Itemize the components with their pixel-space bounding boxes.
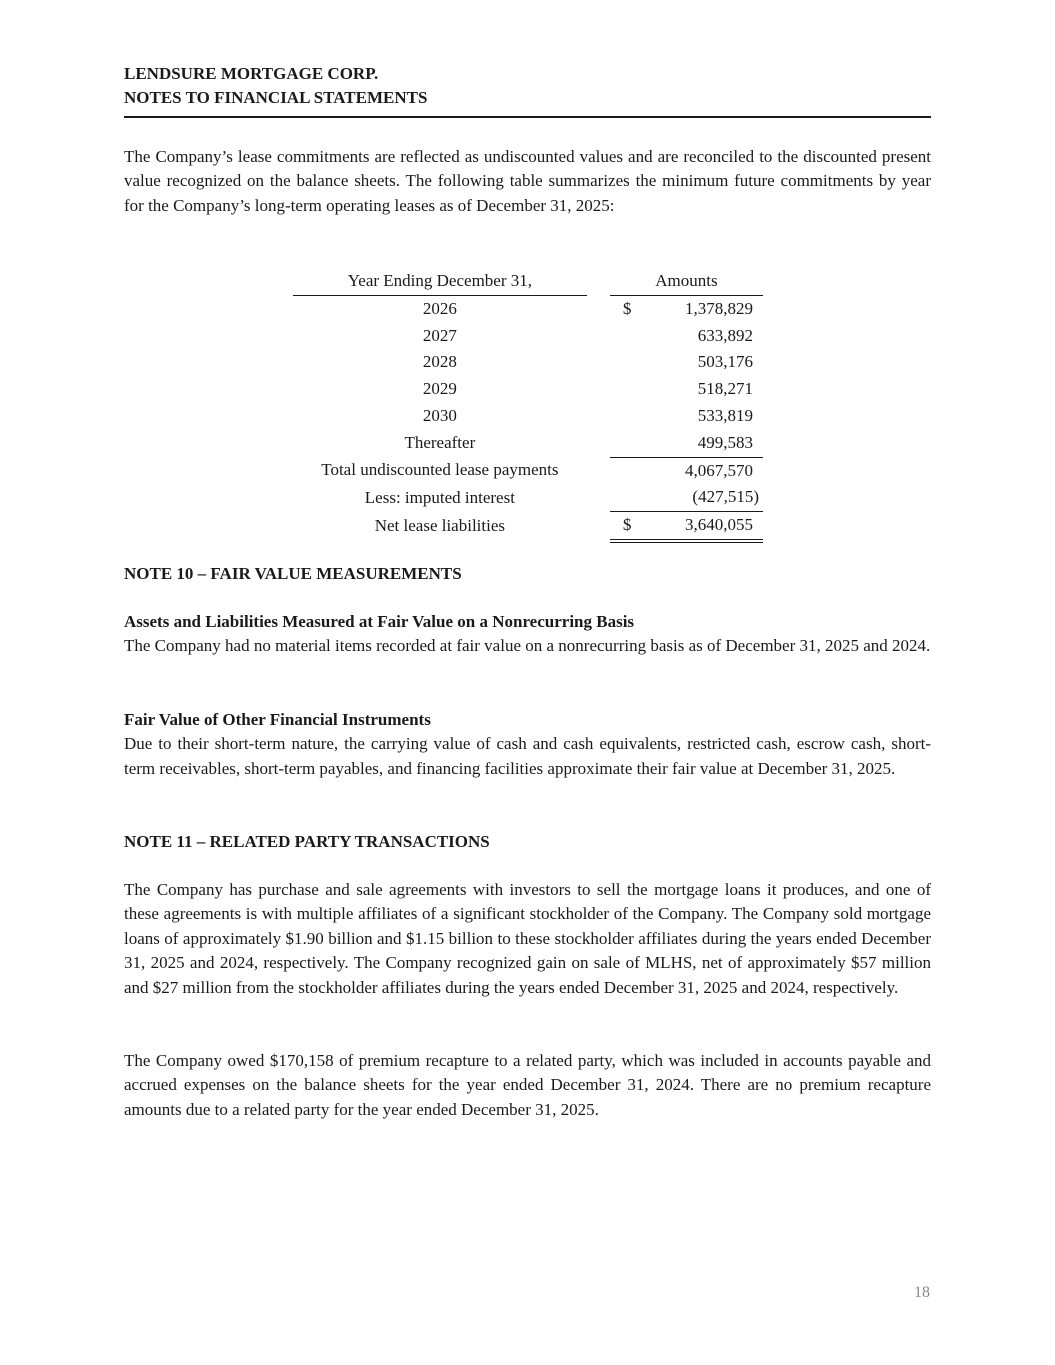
table-row [293,403,763,430]
note11-paragraph-1: The Company has purchase and sale agreements with investors to sell the mortgage loans it produces, and one of these agreements is with multiple affiliates of a significant stockholder of the Company. The Company sold mortgage loans of approximately $1.90 billion and $1.15 billion to these stockholder affiliates during the years ended December 31, 2025 and 2024, respectively. The Company recognized gain on sale of MLHS, net of approximately $57 million and $27 million from the stockholder affiliates during the years ended December 31, 2025 and 2024, respectively. [124,880,931,997]
row-amount: 1,378,829 [685,298,753,318]
dollar-sign [610,430,643,457]
row-label: Net lease liabilities [374,515,506,535]
header-rule [124,116,931,118]
dollar-sign [610,403,643,430]
table-row [293,430,763,457]
row-label: Less: imputed interest [364,487,515,507]
page-header [124,62,931,110]
row-label: 2029 [422,379,457,399]
dollar-sign [610,484,643,511]
page-number: 18 [914,1284,930,1301]
dollar-sign [610,349,643,376]
row-amount: (427,515) [692,487,759,507]
note10-heading: NOTE 10 – FAIR VALUE MEASUREMENTS [124,564,462,583]
row-amount: 4,067,570 [643,457,764,484]
row-label: Thereafter [404,433,476,453]
row-label: 2028 [422,352,457,372]
row-amount: 633,892 [697,325,753,345]
table-row [293,376,763,403]
table-row [293,295,763,322]
document-title: NOTES TO FINANCIAL STATEMENTS [124,88,428,107]
nonrecurring-text: The Company had no material items recorded at fair value on a nonrecurring basis as of December 31, 2025 and 2024. [124,636,931,656]
note11-heading: NOTE 11 – RELATED PARTY TRANSACTIONS [124,832,490,851]
other-instruments-subheading: Fair Value of Other Financial Instruments [124,710,431,729]
row-amount: 518,271 [697,379,753,399]
dollar-sign: $ [622,298,632,318]
row-label: 2027 [422,325,457,345]
row-amount: 503,176 [697,352,753,372]
row-amount: 499,583 [697,432,753,452]
table-row [293,349,763,376]
table-header-row [293,268,763,295]
nonrecurring-subheading: Assets and Liabilities Measured at Fair Value on a Nonrecurring Basis [124,612,635,631]
dollar-sign [610,323,643,350]
dollar-sign [610,457,643,484]
lease-commitments-table [293,268,763,543]
row-label: 2026 [422,298,457,318]
dollar-sign [610,376,643,403]
year-column-header: Year Ending December 31, [293,268,587,295]
row-label: Total undiscounted lease payments [321,460,559,480]
row-amount: 533,819 [697,405,753,425]
amount-column-header: Amounts [610,268,763,295]
table-row [293,323,763,350]
row-label: 2030 [422,405,457,425]
row-amount: 3,640,055 [643,512,764,541]
table-row [293,484,763,511]
dollar-sign: $ [610,512,643,541]
company-name: LENDSURE MORTGAGE CORP. [124,64,379,83]
intro-paragraph: The Company’s lease commitments are reflected as undiscounted values and are reconciled to the discounted present value recognized on the balance sheets. The following table summarizes the minimum future commitments by year for the Company’s long-term operating leases as of December 31, 2025: [124,147,931,215]
note10-nonrecurring-section [124,610,931,659]
note10-other-instruments-section [124,708,931,781]
note11-paragraph-2: The Company owed $170,158 of premium recapture to a related party, which was included in accounts payable and accrued expenses on the balance sheets for the year ended December 31, 2024. There are no premium recapture amounts due to a related party for the year ended December 31, 2025. [124,1051,931,1119]
table-row-total [293,457,763,484]
other-instruments-text: Due to their short-term nature, the carrying value of cash and cash equivalents, restricted cash, escrow cash, short-term receivables, short-term payables, and financing facilities approximate their fair value at December 31, 2025. [124,734,931,778]
table-row-net [293,512,763,541]
